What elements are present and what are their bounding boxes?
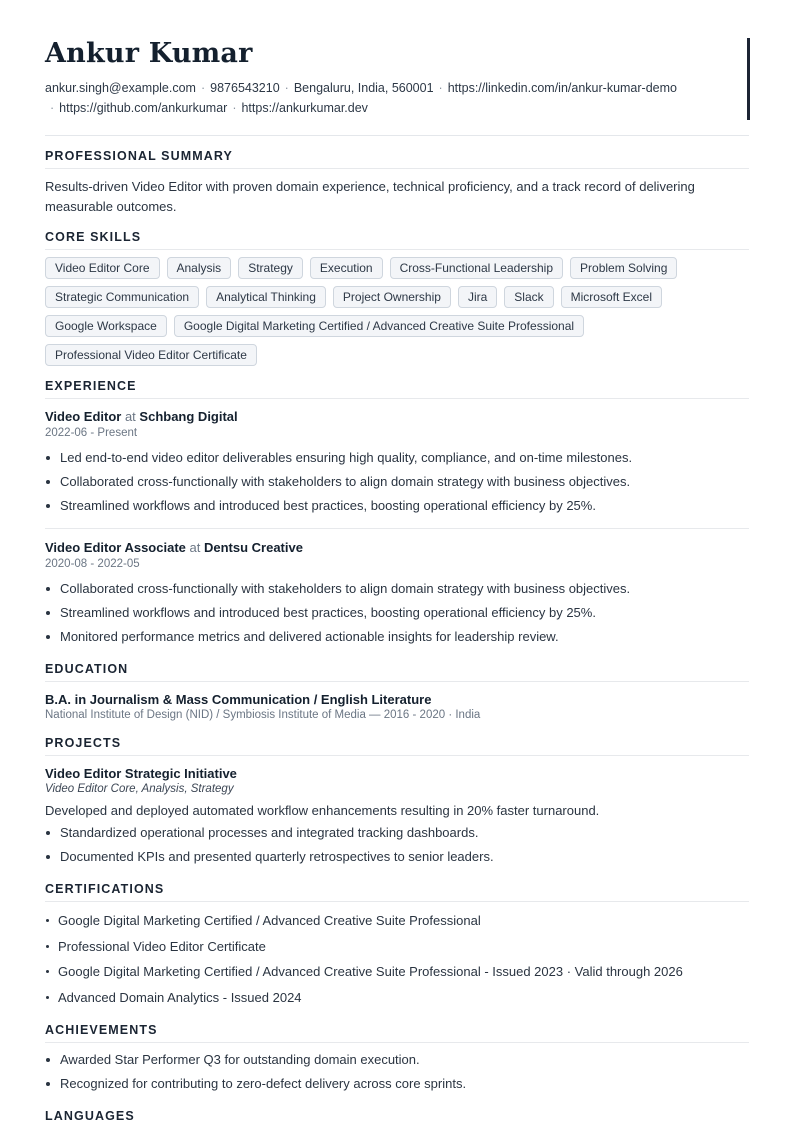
skill-chip: Analysis <box>167 257 232 279</box>
contact-separator: · <box>438 81 443 95</box>
achievements-list <box>45 1048 749 1096</box>
contact-separator: · <box>232 101 237 115</box>
skill-chip: Jira <box>458 286 497 308</box>
certifications-section <box>45 882 749 1010</box>
section-title-certifications: CERTIFICATIONS <box>45 882 749 902</box>
job-bullet: Streamlined workflows and introduced best practices, boosting operational efficiency by 25%. <box>45 494 749 518</box>
project-tech-stack: Video Editor Core, Analysis, Strategy <box>45 783 234 795</box>
section-title-achievements: ACHIEVEMENTS <box>45 1023 749 1043</box>
contact-phone[interactable]: 9876543210 <box>210 81 280 95</box>
job-at-word: at <box>124 409 136 424</box>
section-title-summary: PROFESSIONAL SUMMARY <box>45 149 749 169</box>
skill-chip: Google Digital Marketing Certified / Advanced Creative Suite Professional <box>174 315 584 337</box>
education-degree: B.A. in Journalism & Mass Communication / English Literature <box>45 692 432 707</box>
project-description: Developed and deployed automated workflow enhancements resulting in 20% faster turnaround. <box>45 803 600 818</box>
skill-chip: Strategy <box>238 257 303 279</box>
resume-header <box>45 38 749 118</box>
project-bullet: Documented KPIs and presented quarterly retrospectives to senior leaders. <box>45 845 749 869</box>
summary-section <box>45 149 749 217</box>
contact-github-link[interactable]: https://github.com/ankurkumar <box>59 101 228 115</box>
skill-chip: Analytical Thinking <box>206 286 326 308</box>
certifications-list <box>45 908 749 1010</box>
skills-list <box>45 257 685 366</box>
job-dates: 2020-08 - 2022-05 <box>45 558 140 570</box>
contact-email[interactable]: ankur.singh@example.com <box>45 81 196 95</box>
contact-location: Bengaluru, India, 560001 <box>293 81 434 95</box>
achievements-section <box>45 1023 749 1096</box>
experience-entry <box>45 408 749 518</box>
section-title-skills: CORE SKILLS <box>45 230 749 250</box>
experience-section <box>45 379 749 649</box>
education-section <box>45 662 749 723</box>
skill-chip: Google Workspace <box>45 315 167 337</box>
project-bullets <box>45 821 749 869</box>
candidate-name: Ankur Kumar <box>45 38 253 69</box>
section-title-projects: PROJECTS <box>45 736 749 756</box>
skill-chip: Slack <box>504 286 553 308</box>
section-title-languages: LANGUAGES <box>45 1109 749 1123</box>
job-bullet: Collaborated cross-functionally with stakeholders to align domain strategy with business objectives. <box>45 470 749 494</box>
job-at-word: at <box>189 540 201 555</box>
job-role: Video Editor Associate <box>45 540 186 555</box>
experience-entry <box>45 528 749 649</box>
job-dates: 2022-06 - Present <box>45 427 138 439</box>
languages-section <box>45 1109 749 1123</box>
summary-text: Results-driven Video Editor with proven domain experience, technical proficiency, and a track record of delivering measurable outcomes. <box>45 179 695 214</box>
contact-separator: · <box>50 101 55 115</box>
contact-line <box>45 78 715 118</box>
contact-website-link[interactable]: https://ankurkumar.dev <box>241 101 368 115</box>
certification-item: Google Digital Marketing Certified / Advanced Creative Suite Professional - Issued 2023 · Valid through 2026 <box>45 959 749 985</box>
job-heading <box>45 539 749 556</box>
project-name: Video Editor Strategic Initiative <box>45 766 237 781</box>
achievement-item: Recognized for contributing to zero-defect delivery across core sprints. <box>45 1072 749 1096</box>
job-heading <box>45 408 749 425</box>
job-bullet: Collaborated cross-functionally with stakeholders to align domain strategy with business objectives. <box>45 577 749 601</box>
skill-chip: Professional Video Editor Certificate <box>45 344 257 366</box>
job-bullet: Led end-to-end video editor deliverables ensuring high quality, compliance, and on-time milestones. <box>45 446 749 470</box>
projects-section <box>45 736 749 869</box>
job-bullet: Streamlined workflows and introduced best practices, boosting operational efficiency by 25%. <box>45 601 749 625</box>
certification-item: Google Digital Marketing Certified / Advanced Creative Suite Professional <box>45 908 749 934</box>
section-title-experience: EXPERIENCE <box>45 379 749 399</box>
job-bullets <box>45 577 749 649</box>
skills-section <box>45 230 749 366</box>
skill-chip: Execution <box>310 257 383 279</box>
job-company: Dentsu Creative <box>203 540 303 555</box>
job-company: Schbang Digital <box>139 409 238 424</box>
skill-chip: Cross-Functional Leadership <box>390 257 563 279</box>
contact-separator: · <box>284 81 289 95</box>
certification-item: Professional Video Editor Certificate <box>45 934 749 960</box>
skill-chip: Problem Solving <box>570 257 677 279</box>
contact-linkedin-link[interactable]: https://linkedin.com/in/ankur-kumar-demo <box>447 81 677 95</box>
job-bullet: Monitored performance metrics and delivered actionable insights for leadership review. <box>45 625 749 649</box>
achievement-item: Awarded Star Performer Q3 for outstanding domain execution. <box>45 1048 749 1072</box>
education-detail: National Institute of Design (NID) / Symbiosis Institute of Media — 2016 - 2020 · India <box>45 709 481 721</box>
certification-item: Advanced Domain Analytics - Issued 2024 <box>45 985 749 1011</box>
header-divider <box>45 135 749 136</box>
skill-chip: Strategic Communication <box>45 286 199 308</box>
job-bullets <box>45 446 749 518</box>
job-role: Video Editor <box>45 409 122 424</box>
skill-chip: Project Ownership <box>333 286 451 308</box>
skill-chip: Microsoft Excel <box>561 286 662 308</box>
project-bullet: Standardized operational processes and integrated tracking dashboards. <box>45 821 749 845</box>
contact-separator: · <box>200 81 206 95</box>
skill-chip: Video Editor Core <box>45 257 160 279</box>
section-title-education: EDUCATION <box>45 662 749 682</box>
